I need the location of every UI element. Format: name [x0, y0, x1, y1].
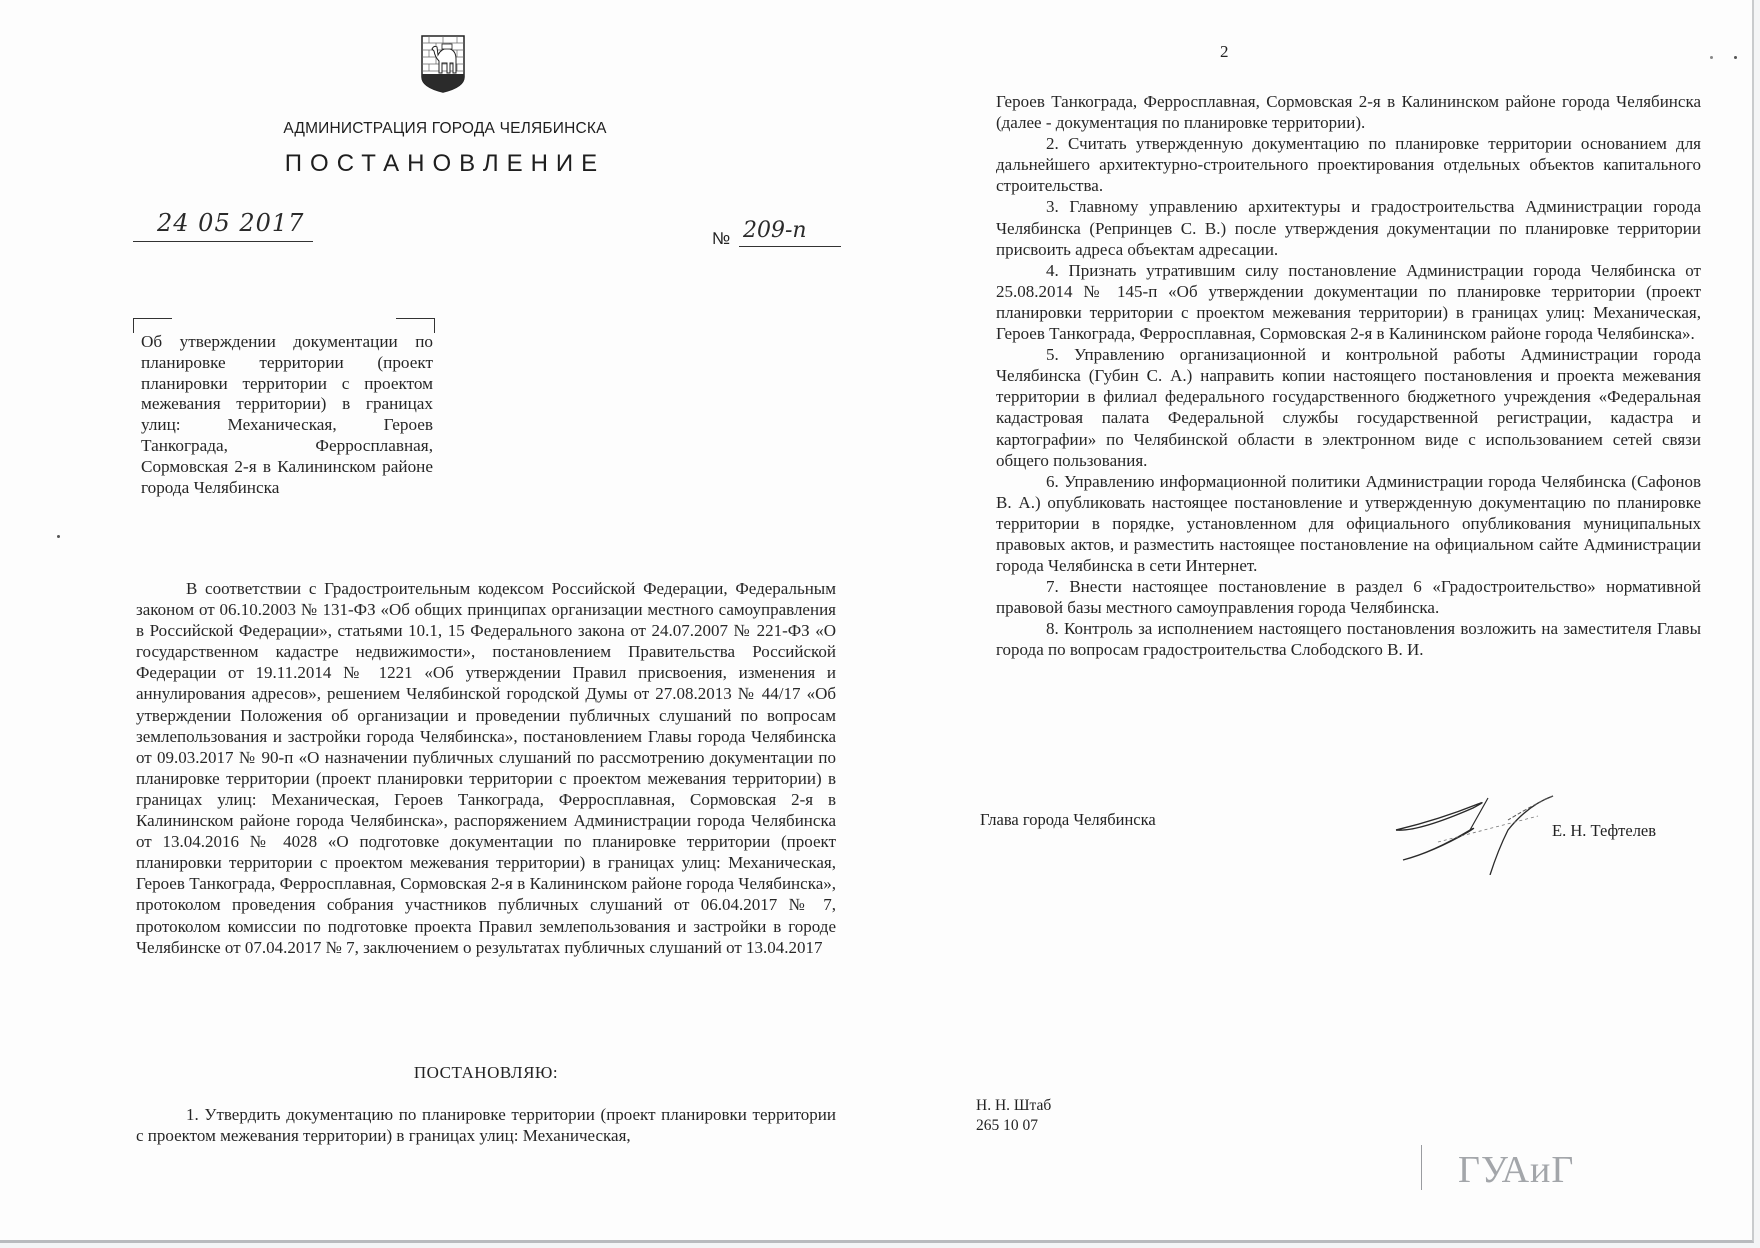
signatory-title: Глава города Челябинска	[980, 810, 1156, 829]
executor-name: Н. Н. Штаб	[976, 1097, 1052, 1114]
scan-speck	[1734, 56, 1737, 59]
page-1	[0, 0, 880, 1240]
number-field	[739, 218, 841, 247]
resolution-item: 5. Управлению организационной и контрольной работы Администрации города Челябинска (Губин С. А.) направить копии настоящего постановления и проекта межевания территории в филиал федерального государственного бюджетного учреждения «Федеральная кадастровая палата Федеральной службы государственной регистрации, кадастра и картографии» по Челябинской области в электронном виде с использованием сетей связи общего пользования.	[996, 345, 1701, 470]
number-label: №	[712, 229, 731, 248]
resolution-item: 4. Признать утратившим силу постановление Администрации города Челябинска от 25.08.2014 № 145-п «Об утверждении документации по планировке территории (проект планировки территории с проектом межевания территории) в границах улиц: Механическая, Героев Танкограда, Ферросплавная, Сормовская 2-я в Калининском районе города Челябинска».	[996, 260, 1701, 344]
organization-name: АДМИНИСТРАЦИЯ ГОРОДА ЧЕЛЯБИНСКА	[283, 120, 607, 137]
handwritten-number: 209-п	[743, 218, 807, 243]
handwritten-date: 24 05 2017	[157, 209, 305, 237]
scan-speck	[57, 535, 60, 538]
executor-phone: 265 10 07	[976, 1117, 1038, 1134]
resolution-item: 6. Управлению информационной политики Администрации города Челябинска (Сафонов В. А.) опубликовать настоящее постановление и утвержденную документацию по планировке территории в порядке, установленном для официального опубликования муниципальных правовых актов, и разместить настоящее постановление на официальном сайте Администрации города Челябинска в сети Интернет.	[996, 471, 1701, 576]
department-stamp: ГУАиГ	[1458, 1149, 1575, 1191]
resolution-item: 8. Контроль за исполнением настоящего постановления возложить на заместителя Главы города по вопросам градостроительства Слободского В. И.	[996, 619, 1701, 660]
resolution-item: 3. Главному управлению архитектуры и градостроительства Администрации города Челябинска (Репринцев С. В.) после утверждения документации по планировке территории присвоить адреса объектам адресации.	[996, 197, 1701, 259]
date-field	[133, 209, 313, 242]
resolution-item-1-start: 1. Утвердить документацию по планировке территории (проект планировки территории с проектом межевания территории) в границах улиц: Механическая,	[136, 1105, 836, 1146]
subject-bracket-right	[396, 318, 435, 333]
page-number: 2	[1220, 42, 1229, 61]
document-type-title: ПОСТАНОВЛЕНИЕ	[284, 150, 606, 177]
resolution-item-1-end: Героев Танкограда, Ферросплавная, Сормовская 2-я в Калининском районе города Челябинска (далее - документация по планировке территории).	[996, 92, 1701, 133]
resolution-item: 2. Считать утвержденную документацию по планировке территории основанием для дальнейшего архитектурно-строительного проектирования отдельных объектов капитального строительства.	[996, 134, 1701, 196]
resolution-items	[996, 91, 1701, 661]
resolve-heading: ПОСТАНОВЛЯЮ:	[413, 1063, 559, 1082]
signatory-name: Е. Н. Тефтелев	[1552, 821, 1657, 840]
resolution-item: 7. Внести настоящее постановление в раздел 6 «Градостроительство» нормативной правовой базы местного самоуправления города Челябинска.	[996, 577, 1701, 618]
document-subject: Об утверждении документации по планировке территории (проект планировки территории с проектом межевания территории) в границах улиц: Механическая, Героев Танкограда, Ферросплавная, Сормовская 2-я в Калининском районе города Челябинска	[141, 332, 433, 497]
scan-speck	[1710, 56, 1713, 59]
preamble-paragraph: В соответствии с Градостроительным кодексом Российской Федерации, Федеральным законом от 06.10.2003 № 131-ФЗ «Об общих принципах организации местного самоуправления в Российской Федерации», статьями 10.1, 15 Федерального закона от 24.07.2007 № 221-ФЗ «О государственном кадастре недвижимости», постановлением Правительства Российской Федерации от 19.11.2014 № 1221 «Об утверждении Правил присвоения, изменения и аннулирования адресов», решением Челябинской городской Думы от 27.08.2013 № 44/17 «Об утверждении Положения об организации и проведении публичных слушаний по вопросам землепользования и застройки города Челябинска», постановлением Главы города Челябинска от 09.03.2017 № 90-п «О назначении публичных слушаний по рассмотрению документации по планировке территории (проект планировки территории с проектом межевания территории) в границах улиц: Механическая, Героев Танкограда, Ферросплавная, Сормовская 2-я в Калининском районе города Челябинска», распоряжением Администрации города Челябинска от 13.04.2016 № 4028 «О подготовке документации по планировке территории (проект планировки территории с проектом межевания территории) в границах улиц: Механическая, Героев Танкограда, Ферросплавная, Сормовская 2-я в Калининском районе города Челябинска», протоколом проведения собрания участников публичных слушаний от 06.04.2017 № 7, протоколом комиссии по подготовке проекта Правил землепользования и застройки в городе Челябинске от 07.04.2017 № 7, заключением о результатах публичных слушаний от 13.04.2017	[136, 579, 836, 957]
page-2	[880, 0, 1752, 1240]
coat-of-arms-icon	[420, 33, 466, 93]
subject-bracket-left	[133, 318, 172, 333]
stamp-divider	[1421, 1145, 1422, 1190]
